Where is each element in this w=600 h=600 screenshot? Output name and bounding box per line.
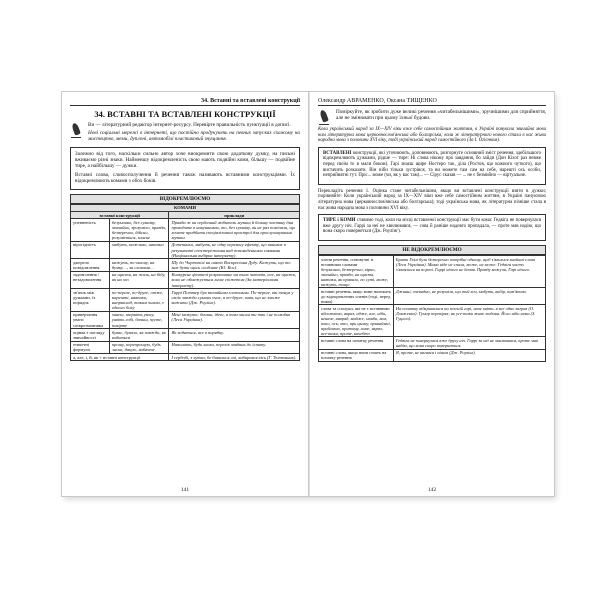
running-head-left: 34. Вставні та вставлені конструкції <box>70 98 300 106</box>
table-row: джерело повідомлення кажуть, по-моєму, на думку…, за словами… Шу до Чортопілі на свято Воскресіння Дуду. Кажуть, що то має бути щось особливе (Ю. Кос). <box>71 259 300 271</box>
page-number: 141 <box>180 487 190 493</box>
rule-note <box>70 147 300 189</box>
table-row: а, але, і, й, як + вставні конструкції І сердобі, з хутка, бе бавилися очі, вибирався вісь (Г. Тютюнник). <box>71 353 300 360</box>
page-number: 142 <box>427 487 437 493</box>
task-line: Поміркуйте, як зробити дуже великі речення «читабельнішими», зручнішими для сприйняття, але не змінювати при цьому їхньої будови. <box>336 109 546 122</box>
task-text: Нові соціальні мережі в інтернеті, що постійно продукують на певних запусках схожому на мистецтво, меми, дуплоні, автомобілі пластиковий знущання. <box>88 130 300 143</box>
table-row: вставні слова, якщо вони стоять на початку речення Я, проте, не вагався і пішов (Дж. Роулінг). <box>319 349 546 361</box>
right-table <box>318 255 546 362</box>
quill-icon <box>318 109 332 125</box>
rule-note-text: конструкції, які уточнюють, доповнюють, розгорнуте основний зміст речення, здебільшого відокремлюють дужками, рідше — тире: Ні слова нікому про завдання, бо зайди (Дон Кіхот раз невже перед своїм то в мали боком). Гарі знаєш щире Ностеро так, діла (Ростов, що кожного чуткого), що вистачить розказати. Він ніби тільки зустрівся, та ви можете там сам на себе, нарешті ось особи, неприйнятні тут. Пріс... може (чи, як у вас там)... — Сірус сказав — ... не є безмийно — віртуальне. <box>323 150 541 179</box>
rule-note <box>318 147 546 185</box>
task-text: Коли український народ за IX—XIV віки вже себе самостійним життям, в Україні панувала звичайна мова нам літературна мова церковнослов'янська або болгарська; коли ж літературного нового стала в нас жива народна мова з половини XVI віку, тоді український народ самостійного (За І. Огієнком). <box>318 127 546 144</box>
table-row: вірогідність мабуть, можливо, напевно Дотепники, мабуть, не одну перевагу ефекту, що виникає в результаті спостереження над повсякденними смаками (Національна вибірка інтернету). <box>71 241 300 258</box>
col-header-1: вставні конструкції <box>71 212 169 219</box>
table-row: привертання уваги співрозмовника знаєш, зверніть увагу, уявіть собі, бачиш, чуєте, повірте Мені кажуть: бачиш, ідеш, а тим часом ти так і не полюбив (Леся Українка). <box>71 311 300 328</box>
table-header: НЕ ВІДОКРЕМЛЮЄМО <box>318 245 546 255</box>
dash-note-title: ТИРЕ і КОМИ <box>323 218 356 224</box>
task-row <box>318 109 546 125</box>
table-row: слова та сполуки, які не є вставними абсолютно, якраз, адже, але, ніби, неначе, навряд, майже, мовби, мов, воно, ось, ото, при цьому, принаймні, приблизно, притому, саме, якраз, все-таки, проте, начебто На початку відкривалися на зеленій горі, наче квіти, я все одно заграв (О. Довженко). Гумор перевіряє, як усе-таки живе людина. Його ніби нема (З. Гуцало). <box>319 305 546 337</box>
table-header: ВІДОКРЕМЛЮЄМО <box>70 194 300 204</box>
dash-note-text: ставимо тоді, коли на місці вставленої конструкції має бути кома: Гедвіга не повернулася вже другу ніч. Гаррі за неї не хвилювався, — сова й раніше надовго пропадала, — проте мав надію, що вона скоро повернеться (Дж. Роулінг). <box>323 218 542 235</box>
quill-icon <box>70 122 84 138</box>
rule-note-text: Залежно від того, наскільки сильно автор хоче виокремити свою додаткову думку, на письмі вживаємо різні знаки. Найменшу відокремленість свою мають подвійні коми, більшу — подвійне тире, а найбільшу — дужки. <box>75 151 295 170</box>
rule-note-text2: Вставні слова, словосполучення й речення також називають вставними конструкціями. Їх відокремлюють комами з обох боків. <box>75 171 295 184</box>
section-title: 34. ВСТАВНІ ТА ВСТАВЛЕНІ КОНСТРУКЦІЇ <box>94 109 276 119</box>
table-row: етикетні формули прошу, перепрошую, будь ласка, дякую, вибачте Напишіть, будь ласка, перелік завдань до іспиту. <box>71 341 300 353</box>
rule-note-title: ВСТАВЛЕНІ <box>323 150 352 156</box>
dash-note <box>318 214 546 241</box>
task-line: Ви — літературний редактор інтернет-ресурсу. Перевірте правильність пунктуації в дописі. <box>88 122 291 128</box>
table-row: оцінка з погляду звичайності буває, бувало, як завжди, як водиться Як водиться, все в порядку. <box>71 329 300 341</box>
left-table <box>70 204 300 362</box>
left-page <box>62 92 308 496</box>
table-row: упевненість безумовно, без сумніву, звичайно, зрозуміло, правда, безперечно, дійсно, розуміється, власне Правда ж ви серйозний любитель музики й більшу частину дня проводите в навушниках, то, без сумніву, ви не раз помічали, що хочете придбати спеціалізовані пристрої для прослуховування музики. <box>71 219 300 242</box>
right-page <box>310 92 554 496</box>
table-row: вставні слова на початку речення Гедвіга не повернулася вже другу ніч. Гаррі за неї не хвилювався, проте мав надію, що вона скоро повернеться. <box>319 337 546 349</box>
paragraph: Перекладіть речення 1. Оцінка стане читабельнішим, якщо ви вставлені конструкції взяти в дужки; порівняйте: Коли український народ за IX—XIV віки вже себе самостійним життям, в Україні пануючою літературна мова (церковнослов'янська або болгарська); тоді українська мова, як літературна пізніше стала в нас жива народна мова з половини XVI віку. <box>318 188 546 211</box>
table-row: члени речення, співзвучні зі вставними словами безумовно, безперечно, вірно, звичайно, правда, на щастя, навпаки, як правило, по суті, може, кажуть, тощо Брати Гвілі були безперечно потрібні одному, щоб з'явилися знайомі слова (Леся Українка). Мама ніде не спала, може, не може. Гедвіга часто з'являлася на порозі. Гаррі нічого не бачив. Правду кажучи, Гарі нічого. <box>319 255 546 287</box>
table-row: зв'язок між думками, їх порядок по-перше, по-друге, отже, нарешті, навпаки, наприклад, таким чином, з одного боку Гаррі Поттер був звичайним хлопчиком. По-перше, він тонув у своїх завжди сумних очах, а по-друге, знав, що не зможе вижити (Дж. Роулінг). <box>71 289 300 312</box>
col-header-2: приклади <box>169 212 300 219</box>
book-spread <box>62 92 554 496</box>
table-row: задоволення / незадоволення на щастя, на жаль, на біду, як на зло Конкурсне фентезі розраховане на юних читачів, але, на щастя, воно не обмежується лише сюжетом (За матеріалами інтернету). <box>71 271 300 288</box>
table-row: вставні речення, якщо вони належать до відокремлених членів (тоді, перед ними) Джинні, очевидно, не розуміла, що той хоч, мабуть, вибір, пам'ятаю. <box>319 288 546 305</box>
table-subheader: КОМАМИ <box>71 204 300 211</box>
task-row <box>70 122 300 144</box>
running-head-right: Олександр АВРАМЕНКО, Оксана ТИЩЕНКО <box>318 98 546 106</box>
